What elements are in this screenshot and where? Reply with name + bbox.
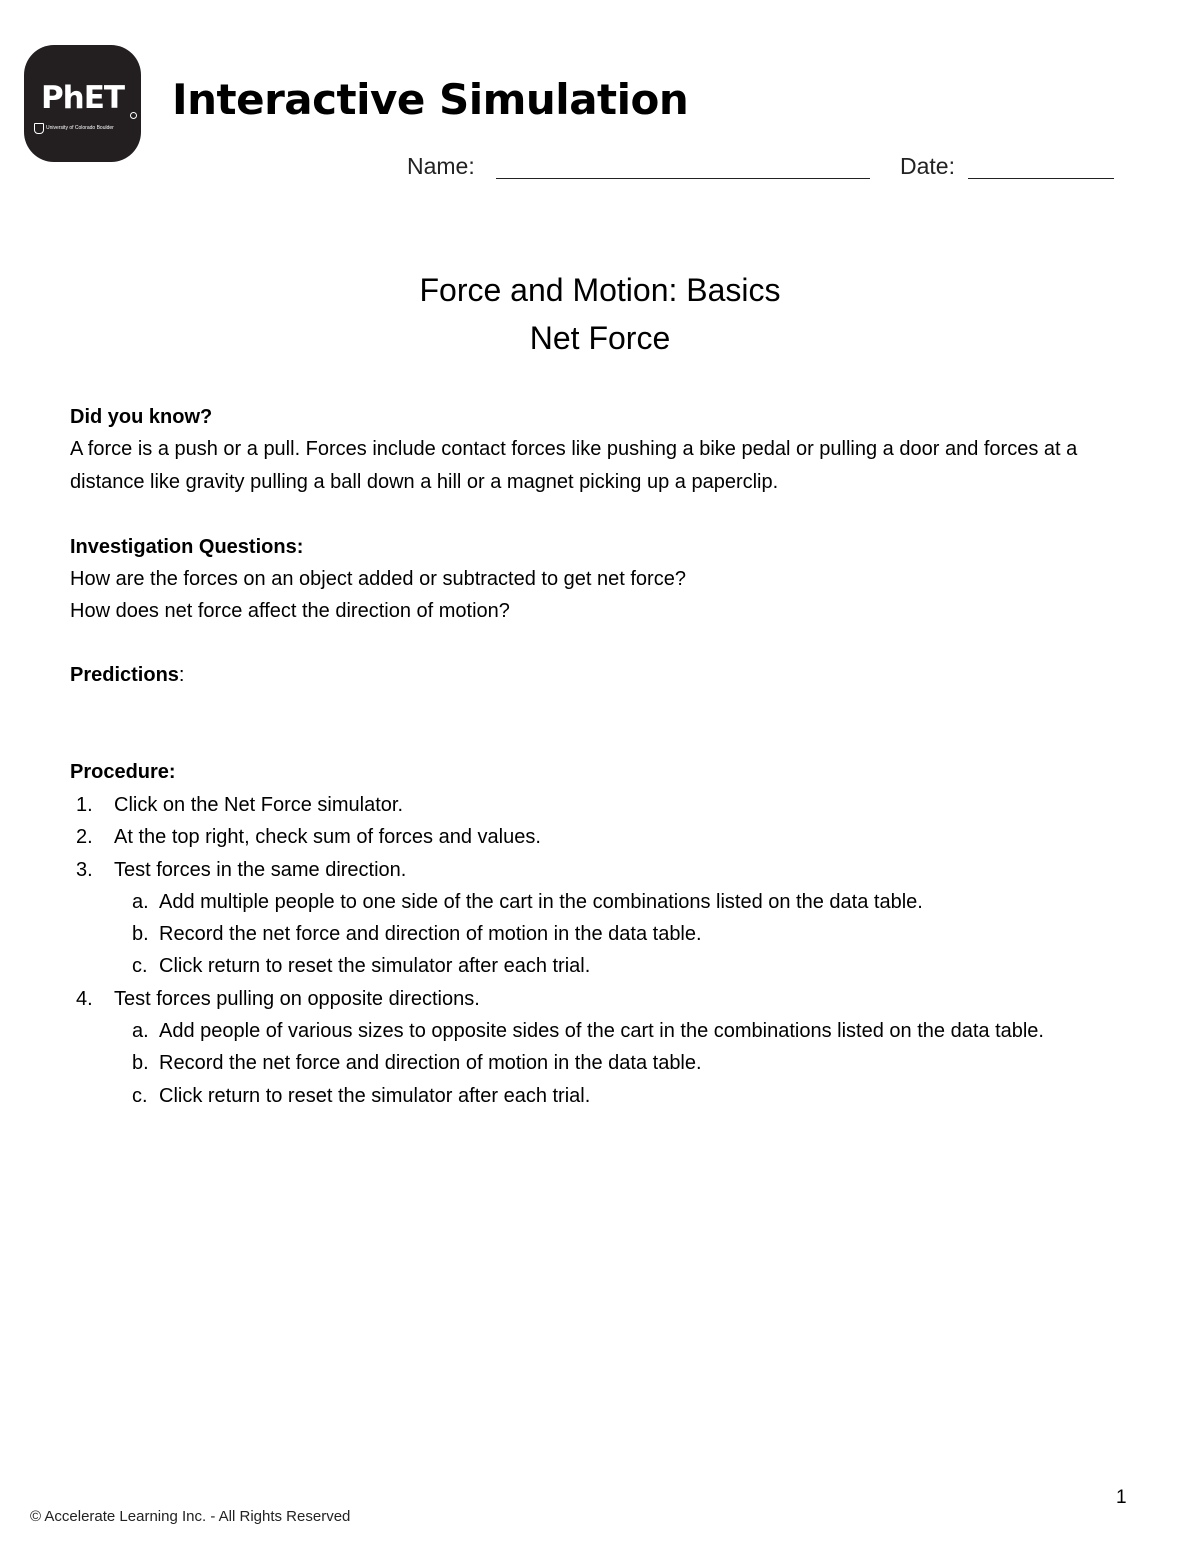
substep-text: Record the net force and direction of motion in the data table. xyxy=(159,923,702,946)
substep-letter: c. xyxy=(132,955,148,978)
procedure-step-4 xyxy=(70,983,1140,1015)
procedure-substep-3a xyxy=(70,886,1140,918)
name-label: Name: xyxy=(407,153,475,179)
substep-text: Click return to reset the simulator after each trial. xyxy=(159,1084,591,1107)
step-number: 2. xyxy=(76,826,93,849)
predictions-heading xyxy=(70,660,184,690)
substep-text: Record the net force and direction of motion in the data table. xyxy=(159,1052,702,1075)
predictions-colon: : xyxy=(178,664,185,686)
phet-logo xyxy=(24,45,141,162)
date-label: Date: xyxy=(900,153,955,179)
investigation-question-2: How does net force affect the direction of motion? xyxy=(70,600,510,622)
substep-text: Add people of various sizes to opposite sides of the cart in the combinations listed on the data table. xyxy=(159,1020,1044,1043)
step-text: Test forces pulling on opposite directions. xyxy=(114,987,480,1010)
substep-letter: b. xyxy=(132,1052,149,1075)
logo-university: University of Colorado Boulder xyxy=(46,125,114,131)
logo-wordmark: PhET xyxy=(40,80,125,116)
procedure-substep-4c xyxy=(70,1080,1140,1112)
step-number: 1. xyxy=(76,794,93,816)
did-you-know-heading: Did you know? xyxy=(70,406,213,428)
page-number: 1 xyxy=(1116,1487,1127,1508)
substep-letter: a. xyxy=(132,890,149,913)
substep-letter: b. xyxy=(132,923,149,946)
step-text: Click on the Net Force simulator. xyxy=(114,794,403,816)
procedure-heading: Procedure: xyxy=(70,761,176,783)
step-text: At the top right, check sum of forces and values. xyxy=(114,826,541,849)
procedure-step-1 xyxy=(70,789,1140,821)
procedure-substep-3b xyxy=(70,918,1140,950)
did-you-know-text: A force is a push or a pull. Forces include contact forces like pushing a bike pedal or pulling a door and forces at a distance like gravity pulling a ball down a hill or a magnet picking up a paperclip. xyxy=(70,438,1078,493)
substep-text: Add multiple people to one side of the cart in the combinations listed on the data table. xyxy=(159,890,923,913)
substep-text: Click return to reset the simulator after each trial. xyxy=(159,955,591,978)
shield-icon xyxy=(34,123,44,134)
step-number: 3. xyxy=(76,858,93,881)
document-title: Force and Motion: Basics xyxy=(419,272,781,308)
trademark-icon xyxy=(130,112,137,119)
substep-letter: c. xyxy=(132,1084,148,1107)
predictions-label: Predictions xyxy=(70,664,179,686)
date-field[interactable] xyxy=(968,178,1114,179)
name-field[interactable] xyxy=(496,178,870,179)
step-number: 4. xyxy=(76,987,93,1010)
procedure-step-2 xyxy=(70,821,1140,853)
procedure-step-3 xyxy=(70,854,1140,886)
document-subtitle: Net Force xyxy=(529,320,671,356)
procedure-list xyxy=(70,789,1140,1112)
brand-title: Interactive Simulation xyxy=(172,75,689,124)
substep-letter: a. xyxy=(132,1020,149,1043)
procedure-substep-4b xyxy=(70,1047,1140,1079)
copyright-footer: © Accelerate Learning Inc. - All Rights Reserved xyxy=(30,1508,351,1525)
investigation-heading: Investigation Questions: xyxy=(70,536,304,558)
procedure-substep-4a xyxy=(70,1015,1140,1047)
procedure-substep-3c xyxy=(70,950,1140,982)
step-text: Test forces in the same direction. xyxy=(114,858,407,881)
investigation-question-1: How are the forces on an object added or subtracted to get net force? xyxy=(70,568,686,590)
